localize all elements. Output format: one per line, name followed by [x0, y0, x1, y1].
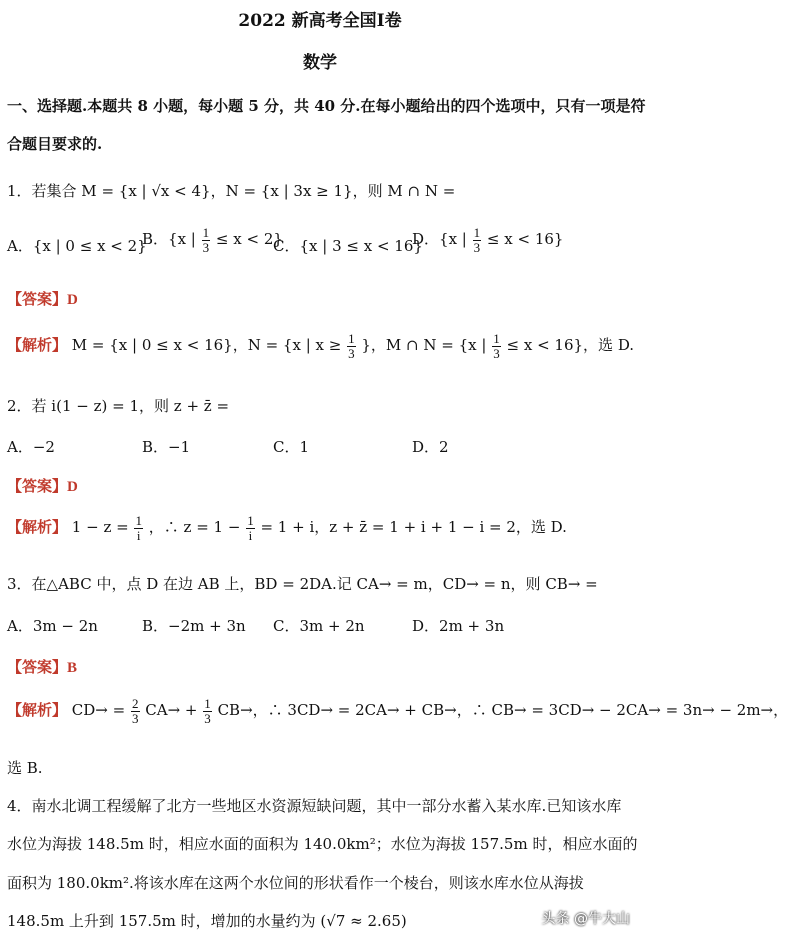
- q3-stem: 3．在△ABC 中，点 D 在边 AB 上，BD = 2DA.记 CA→ = m，CD→ = n，则 CB→ =: [7, 575, 598, 593]
- q1-option-c: C．{x | 3 ≤ x < 16}: [273, 237, 423, 255]
- q1-option-a: A．{x | 0 ≤ x < 2}: [7, 237, 147, 255]
- q2-option-c: C．1: [273, 438, 310, 456]
- q2-answer: 【答案】D: [7, 477, 78, 495]
- page-title: 2022 新高考全国Ⅰ卷: [238, 11, 402, 31]
- q1-solution: 【解析】 M = {x | 0 ≤ x < 16}，N = {x | x ≥ $\frac{1}{3}$ }，M ∩ N = {x | $\frac{1}{3}$ ≤ x < 16}，选 D.: [7, 331, 635, 361]
- q3-solution: 【解析】 CD→ = $\frac{2}{3}$ CA→ + $\frac{1}{3}$ CB→，∴ 3CD→ = 2CA→ + CB→，∴ CB→ = 3CD→ − 2CA→ = 3n→ − 2m→，: [7, 696, 788, 726]
- page-subtitle: 数学: [303, 53, 337, 73]
- q4-stem-line2: 水位为海拔 148.5m 时，相应水面的面积为 140.0km²；水位为海拔 157.5m 时，相应水面的: [7, 835, 638, 853]
- q2-option-a: A．−2: [7, 438, 55, 456]
- q2-solution: 【解析】 1 − z = $\frac{1}{i}$ ，∴ z = 1 − $\frac{1}{i}$ = 1 + i，z + z̄ = 1 + i + 1 − i = 2，选 D.: [7, 513, 567, 543]
- q3-answer: 【答案】B: [7, 658, 78, 676]
- q2-option-b: B．−1: [142, 438, 191, 456]
- q1-option-b: B．{x | $\frac{1}{3}$ ≤ x < 2}: [142, 225, 283, 255]
- section-instructions-line1: 一、选择题.本题共 8 小题，每小题 5 分，共 40 分.在每小题给出的四个选项中，只有一项是符: [7, 97, 646, 115]
- q2-option-d: D．2: [412, 438, 449, 456]
- q1-option-d: D．{x | $\frac{1}{3}$ ≤ x < 16}: [412, 225, 564, 255]
- section-instructions-line2: 合题目要求的.: [7, 135, 103, 153]
- q1-stem: 1．若集合 M = {x | √x < 4}，N = {x | 3x ≥ 1}，则 M ∩ N =: [7, 182, 456, 200]
- q1-answer: 【答案】D: [7, 290, 78, 308]
- q3-option-d: D．2m + 3n: [412, 617, 505, 635]
- q3-option-b: B．−2m + 3n: [142, 617, 246, 635]
- q3-option-c: C．3m + 2n: [273, 617, 365, 635]
- watermark: 头条 @牛大山: [541, 911, 630, 927]
- q4-stem-line3: 面积为 180.0km².将该水库在这两个水位间的形状看作一个棱台，则该水库水位从海拔: [7, 874, 584, 892]
- q3-solution-end: 选 B.: [7, 759, 43, 777]
- q4-stem-line1: 4．南水北调工程缓解了北方一些地区水资源短缺问题，其中一部分水蓄入某水库.已知该水库: [7, 797, 622, 815]
- q3-option-a: A．3m − 2n: [7, 617, 98, 635]
- q2-stem: 2．若 i(1 − z) = 1，则 z + z̄ =: [7, 397, 230, 415]
- q4-stem-line4: 148.5m 上升到 157.5m 时，增加的水量约为 (√7 ≈ 2.65): [7, 912, 407, 930]
